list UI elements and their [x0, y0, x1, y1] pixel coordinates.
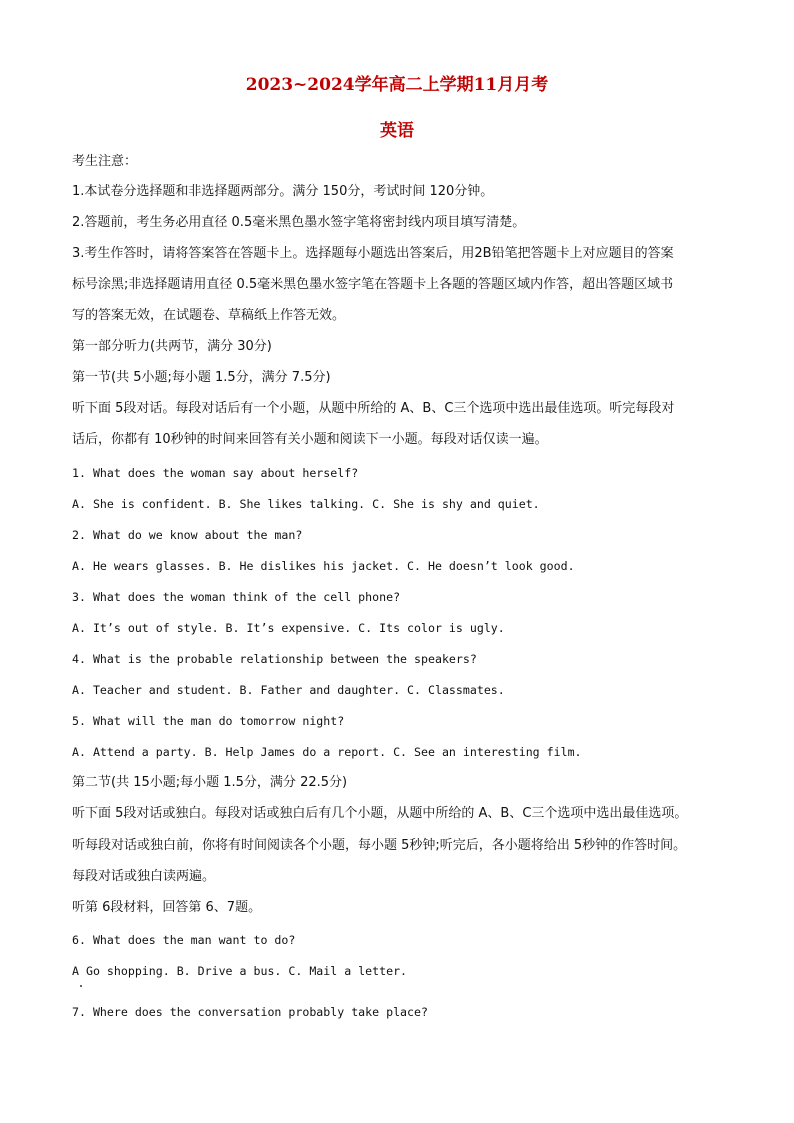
material-heading: 听第 6段材料，回答第 6、7题。 [72, 900, 262, 915]
question-text: 7. Where does the conversation probably take place? [72, 1005, 428, 1019]
question-text: 1. What does the woman say about herself? [72, 466, 359, 480]
question-text: 4. What is the probable relationship between the speakers? [72, 652, 477, 666]
question-options: A. Teacher and student. B. Father and daughter. C. Classmates. [72, 683, 505, 697]
section-instructions: 话后，你都有 10秒钟的时间来回答有关小题和阅读下一小题。每段对话仅读一遍。 [72, 432, 548, 447]
notice-item: 2.答题前，考生务必用直径 0.5毫米黑色墨水签字笔将密封线内项目填写清楚。 [72, 215, 526, 230]
notice-item: 1.本试卷分选择题和非选择题两部分。满分 150分，考试时间 120分钟。 [72, 184, 494, 199]
notice-item: 写的答案无效，在试题卷、草稿纸上作答无效。 [72, 308, 346, 323]
section-heading: 第一节(共 5小题;每小题 1.5分，满分 7.5分) [72, 370, 331, 385]
question-text: 2. What do we know about the man? [72, 528, 303, 542]
section-instructions: 听下面 5段对话。每段对话后有一个小题，从题中所给的 A、B、C三个选项中选出最佳选项。听完每段对 [72, 401, 675, 416]
question-text: 6. What does the man want to do? [72, 933, 296, 947]
stray-mark [80, 985, 82, 987]
section-heading: 第二节(共 15小题;每小题 1.5分，满分 22.5分) [72, 775, 348, 790]
part-heading: 第一部分听力(共两节，满分 30分) [72, 339, 272, 354]
notice-item: 标号涂黑;非选择题请用直径 0.5毫米黑色墨水签字笔在答题卡上各题的答题区域内作答，超出答题区域书 [72, 277, 674, 292]
question-text: 3. What does the woman think of the cell phone? [72, 590, 401, 604]
exam-title: 2023~2024学年高二上学期11月月考 [245, 75, 549, 95]
section-instructions: 每段对话或独白读两遍。 [72, 869, 216, 884]
section-instructions: 听下面 5段对话或独白。每段对话或独白后有几个小题，从题中所给的 A、B、C三个选项中选出最佳选项。 [72, 806, 688, 821]
exam-subject: 英语 [380, 121, 414, 141]
question-options: A Go shopping. B. Drive a bus. C. Mail a letter. [72, 964, 408, 978]
question-options: A. Attend a party. B. Help James do a report. C. See an interesting film. [72, 745, 582, 759]
question-text: 5. What will the man do tomorrow night? [72, 714, 345, 728]
section-instructions: 听每段对话或独白前，你将有时间阅读各个小题，每小题 5秒钟;听完后，各小题将给出 5秒钟的作答时间。 [72, 838, 687, 853]
notice-heading: 考生注意： [72, 154, 138, 169]
question-options: A. It’s out of style. B. It’s expensive. C. Its color is ugly. [72, 621, 505, 635]
question-options: A. She is confident. B. She likes talking. C. She is shy and quiet. [72, 497, 540, 511]
question-options: A. He wears glasses. B. He dislikes his jacket. C. He doesn’t look good. [72, 559, 575, 573]
notice-item: 3.考生作答时，请将答案答在答题卡上。选择题每小题选出答案后，用2B铅笔把答题卡上对应题目的答案 [72, 246, 674, 261]
